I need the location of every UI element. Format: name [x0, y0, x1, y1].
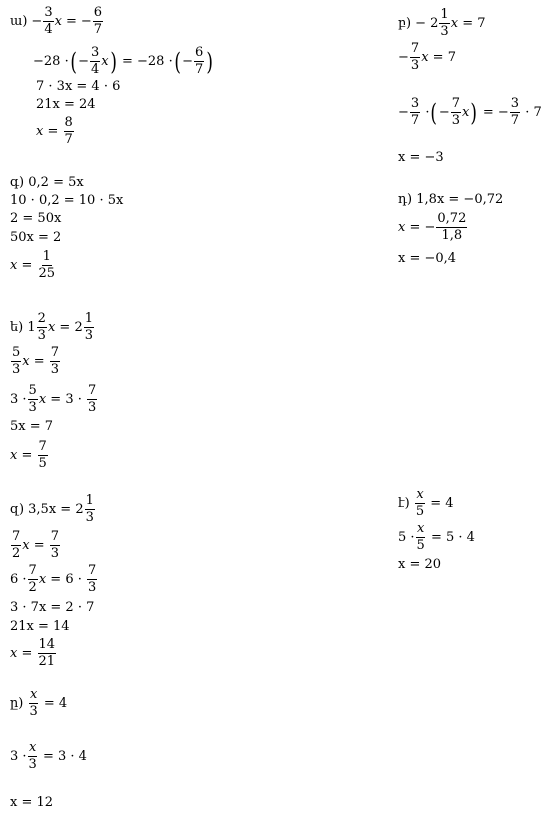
problem-t-line3: x = 20: [398, 557, 442, 572]
problem-r-line1: ը) $\frac{x}{3}$ = 4: [10, 687, 68, 719]
problem-a-line5: x = $\frac{8}{7}$: [36, 115, 73, 147]
fraction: $\frac{0,72}{1,8}$: [437, 211, 467, 243]
fraction: $\frac{1}{25}$: [38, 249, 56, 281]
problem-z-line2: $\frac{7}{2}$ x = $\frac{7}{3}$: [12, 529, 60, 561]
fraction: $\frac{1}{3}$: [84, 311, 94, 343]
problem-e-line3: 3 · $\frac{5}{3}$ x = 3 · $\frac{7}{3}$: [10, 383, 97, 415]
fraction: $\frac{7}{2}$: [28, 563, 37, 595]
problem-t-line2: 5 · $\frac{x}{5}$ = 5 · 4: [398, 521, 475, 553]
fraction: $\frac{2}{3}$: [37, 311, 46, 343]
problem-a-label: ա): [10, 14, 28, 29]
fraction: $\frac{7}{3}$: [50, 345, 60, 377]
fraction: $\frac{7}{5}$: [38, 439, 47, 471]
fraction: $\frac{1}{3}$: [440, 7, 449, 39]
problem-b-line4: x = −3: [398, 150, 444, 165]
problem-t-line1: է) $\frac{x}{5}$ = 4: [398, 487, 454, 519]
fraction: $\frac{7}{3}$: [50, 529, 60, 561]
problem-d-line3: x = −0,4: [398, 251, 457, 266]
fraction: $\frac{3}{7}$: [410, 96, 420, 128]
problem-z-line4: 3 · 7x = 2 · 7: [10, 600, 95, 615]
problem-r-line2: 3 · $\frac{x}{3}$ = 3 · 4: [10, 740, 87, 772]
fraction: $\frac{6}{7}$: [195, 45, 204, 77]
problem-z-line3: 6 · $\frac{7}{2}$ x = 6 · $\frac{7}{3}$: [10, 563, 97, 595]
problem-g-line2: 10 · 0,2 = 10 · 5x: [10, 193, 124, 208]
fraction: $\frac{8}{7}$: [64, 115, 73, 147]
fraction: $\frac{5}{3}$: [28, 383, 37, 415]
fraction: $\frac{1}{3}$: [85, 493, 94, 525]
fraction: $\frac{x}{3}$: [28, 740, 37, 772]
fraction: $\frac{5}{3}$: [12, 345, 21, 377]
fraction: $\frac{7}{3}$: [451, 96, 461, 128]
problem-e-line2: $\frac{5}{3}$ x = $\frac{7}{3}$: [12, 345, 60, 377]
problem-a-line4: 21x = 24: [36, 97, 96, 112]
problem-z-line5: 21x = 14: [10, 619, 70, 634]
problem-a-line3: 7 · 3x = 4 · 6: [36, 79, 121, 94]
fraction: $\frac{7}{2}$: [12, 529, 21, 561]
problem-d-line1: դ) 1,8x = −0,72: [398, 192, 504, 207]
problem-b-line1: բ) − 2 $\frac{1}{3}$ x = 7: [398, 7, 486, 39]
problem-e-line5: x = $\frac{7}{5}$: [10, 439, 47, 471]
problem-d-line2: x = − $\frac{0,72}{1,8}$: [398, 211, 467, 243]
fraction: $\frac{x}{5}$: [416, 521, 425, 553]
fraction: $\frac{7}{3}$: [88, 563, 97, 595]
fraction: $\frac{7}{3}$: [410, 41, 420, 73]
fraction: $\frac{x}{5}$: [415, 487, 425, 519]
problem-e-line1: ե) 1 $\frac{2}{3}$ x = 2 $\frac{1}{3}$: [10, 311, 94, 343]
problem-b-line3: − $\frac{3}{7}$ · ( − $\frac{7}{3}$ x ) = − $\frac{3}{7}$ · 7: [398, 96, 542, 128]
fraction: $\frac{7}{3}$: [88, 383, 97, 415]
problem-z-line1: զ) 3,5x = 2 $\frac{1}{3}$: [10, 493, 94, 525]
fraction: $\frac{6}{7}$: [93, 5, 103, 37]
fraction: $\frac{x}{3}$: [29, 687, 38, 719]
problem-g-line4: 50x = 2: [10, 230, 62, 245]
problem-a-line1: ա) − $\frac{3}{4}$ x = − $\frac{6}{7}$: [10, 5, 103, 37]
fraction: $\frac{3}{7}$: [510, 96, 520, 128]
problem-a-line2: −28 · ( − $\frac{3}{4}$ x ) = −28 · ( − $\frac{6}{7}$ ): [33, 45, 214, 77]
fraction: $\frac{3}{4}$: [44, 5, 53, 37]
problem-e-line4: 5x = 7: [10, 419, 54, 434]
problem-g-line1: գ) 0,2 = 5x: [10, 175, 84, 190]
problem-z-line6: x = $\frac{14}{21}$: [10, 637, 56, 669]
problem-g-line5: x = $\frac{1}{25}$: [10, 249, 56, 281]
problem-r-line3: x = 12: [10, 795, 54, 810]
problem-g-line3: 2 = 50x: [10, 211, 62, 226]
problem-b-line2: − $\frac{7}{3}$ x = 7: [398, 41, 456, 73]
fraction: $\frac{3}{4}$: [90, 45, 100, 77]
fraction: $\frac{14}{21}$: [38, 637, 56, 669]
